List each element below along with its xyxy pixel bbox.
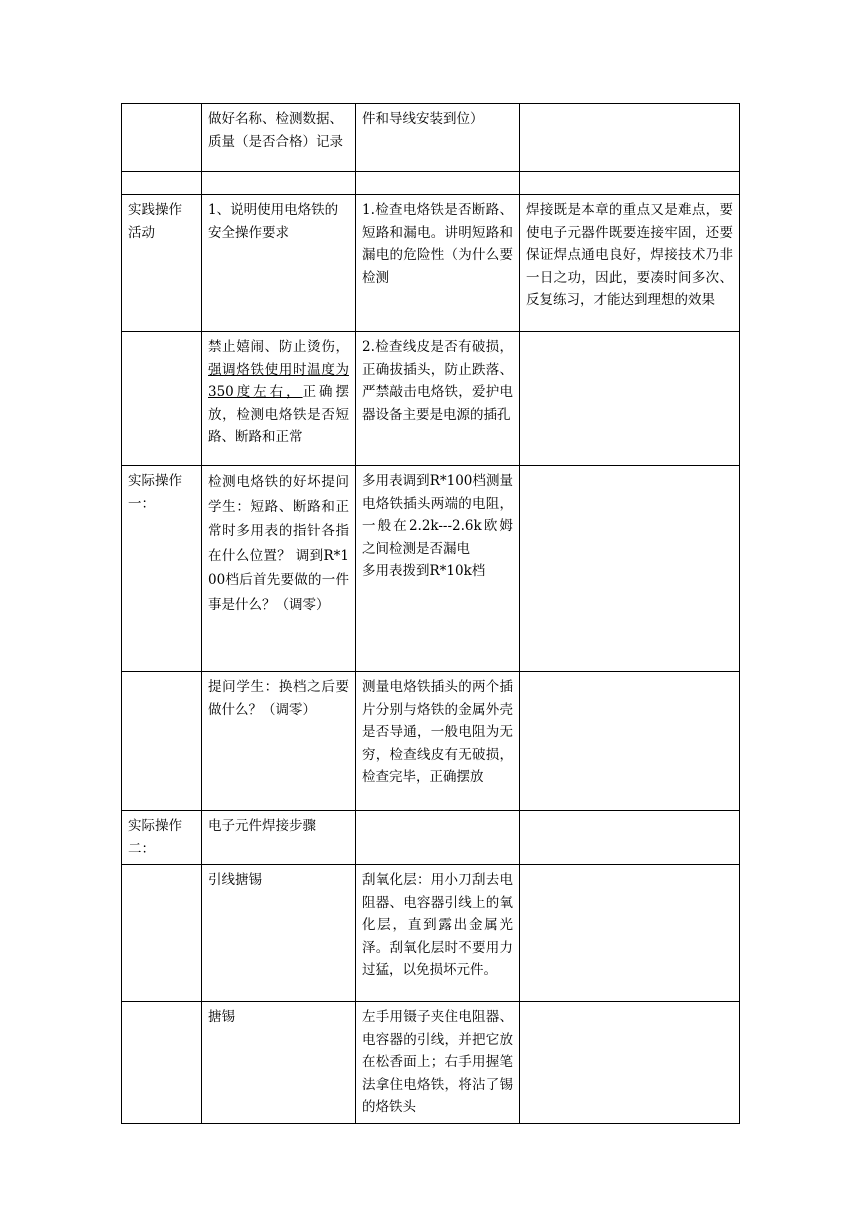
table-row [122, 672, 740, 811]
table-cell [122, 672, 202, 811]
table-row [122, 195, 740, 332]
table-cell [122, 1002, 202, 1124]
table-cell [520, 865, 740, 1002]
row-label: 实际操作一： [122, 466, 202, 672]
table-cell: 提问学生：换档之后要做什么？（调零） [202, 672, 356, 811]
table-row [122, 332, 740, 466]
table-cell [356, 466, 520, 672]
table-cell [202, 332, 356, 466]
table-cell: 2.检查线皮是否有破损，正确拔插头，防止跌落、严禁敲击电烙铁，爱护电器设备主要是电源的插孔 [356, 332, 520, 466]
table-cell: 1.检查电烙铁是否断路、短路和漏电。讲明短路和漏电的危险性（为什么要检测 [356, 195, 520, 332]
table-cell [122, 332, 202, 466]
table-cell: 左手用镊子夹住电阻器、电容器的引线，并把它放在松香面上；右手用握笔法拿住电烙铁，将沾了锡的烙铁头 [356, 1002, 520, 1124]
row-label: 实际操作二： [122, 811, 202, 865]
lesson-plan-table [121, 103, 740, 1124]
table-cell: 件和导线安装到位） [356, 104, 520, 172]
table-cell: 搪锡 [202, 1002, 356, 1124]
table-row [122, 865, 740, 1002]
table-cell: 1、说明使用电烙铁的安全操作要求 [202, 195, 356, 332]
table-cell [520, 104, 740, 172]
table-row [122, 466, 740, 672]
table-row [122, 811, 740, 865]
cell-text: 禁止嬉闹、防止烫伤， [208, 339, 349, 355]
cell-text: 正确摆放，检测电烙铁是否短路、断路和正常 [208, 384, 349, 445]
table-cell [520, 811, 740, 865]
table-cell [520, 172, 740, 195]
table-row [122, 104, 740, 172]
table-cell [520, 466, 740, 672]
table-cell: 检测电烙铁的好坏提问学生：短路、断路和正常时多用表的指针各指在什么位置？ 调到R*100档后首先要做的一件事是什么？（调零） [202, 466, 356, 672]
cell-text: 多用表拨到R*10k档 [362, 563, 486, 579]
table-cell: 电子元件焊接步骤 [202, 811, 356, 865]
table-cell: 焊接既是本章的重点又是难点，要使电子元器件既要连接牢固，还要保证焊点通电良好，焊接技术乃非一日之功，因此，要凑时间多次、反复练习，才能达到理想的效果 [520, 195, 740, 332]
table-cell: 做好名称、检测数据、质量（是否合格）记录 [202, 104, 356, 172]
cell-text: 多用表调到R*100档测量电烙铁插头两端的电阻，一般在2.2k---2.6k欧姆之间检测是否漏电 [362, 473, 513, 557]
table-cell [122, 172, 202, 195]
table-row [122, 1002, 740, 1124]
row-label: 实践操作活动 [122, 195, 202, 332]
table-cell [520, 332, 740, 466]
table-cell [356, 811, 520, 865]
table-cell [122, 104, 202, 172]
table-row [122, 172, 740, 195]
table-cell [202, 172, 356, 195]
table-cell [520, 1002, 740, 1124]
underlined-text: 强调烙铁使用时温度为350度左右， [208, 361, 349, 400]
table-cell [122, 865, 202, 1002]
table-cell: 刮氧化层：用小刀刮去电阻器、电容器引线上的氧化层，直到露出金属光泽。刮氧化层时不要用力过猛，以免损坏元件。 [356, 865, 520, 1002]
table-cell [356, 172, 520, 195]
table-cell: 测量电烙铁插头的两个插片分别与烙铁的金属外壳是否导通，一般电阻为无穷，检查线皮有无破损，检查完毕，正确摆放 [356, 672, 520, 811]
table-cell [520, 672, 740, 811]
table-cell: 引线搪锡 [202, 865, 356, 1002]
